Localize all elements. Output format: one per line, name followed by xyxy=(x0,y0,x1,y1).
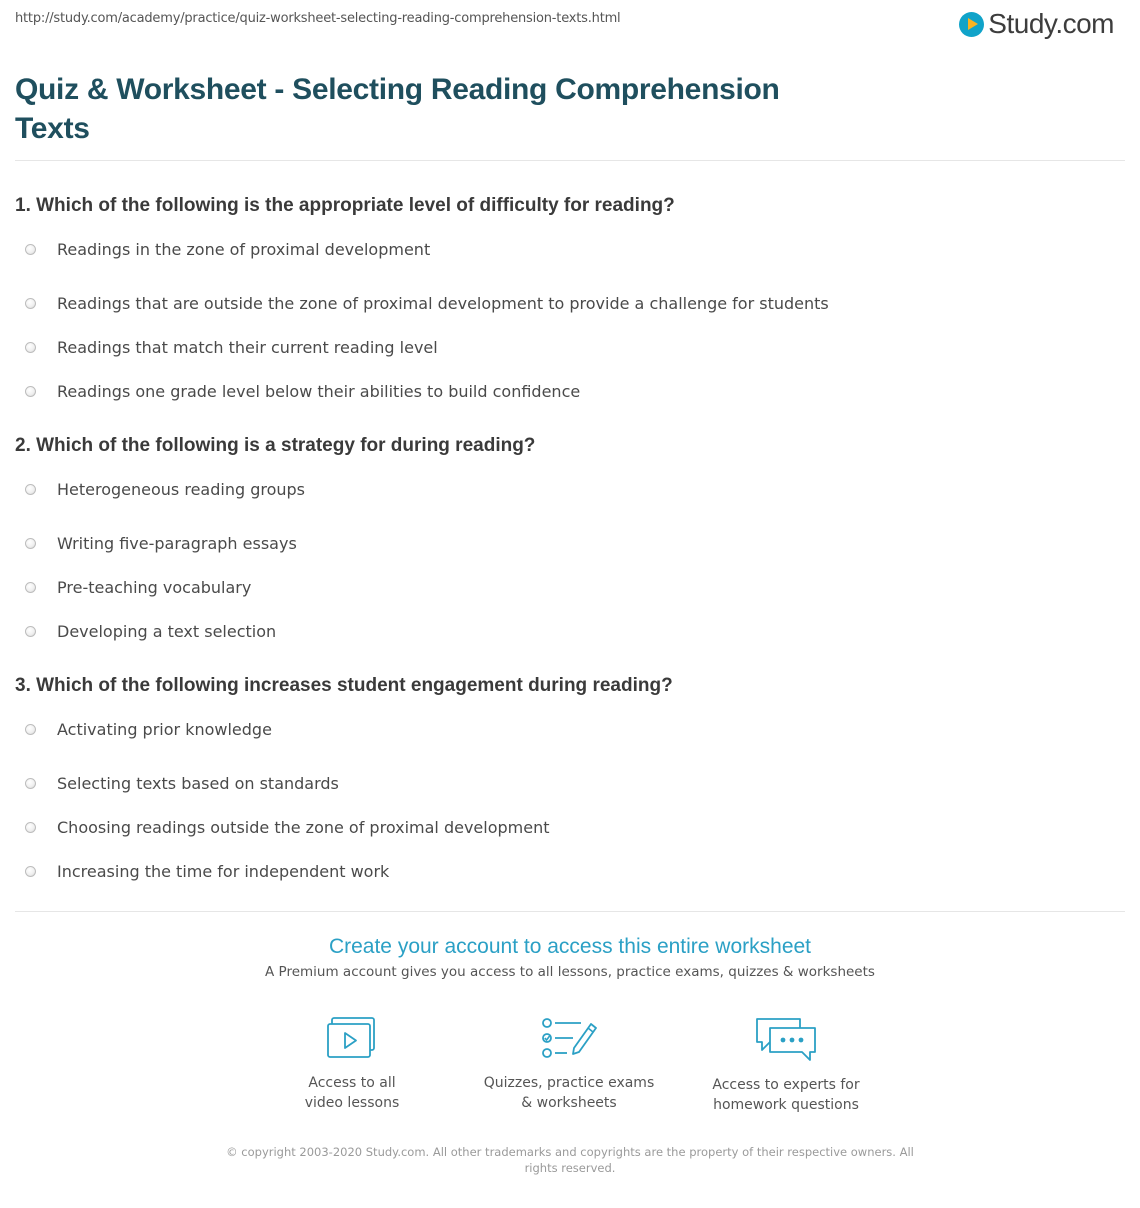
play-logo-icon xyxy=(959,12,984,37)
radio-button-icon[interactable] xyxy=(25,298,36,309)
cta-divider xyxy=(15,911,1125,912)
answer-label: Readings that are outside the zone of proximal development to provide a challenge for students xyxy=(57,293,829,313)
answer-option[interactable] xyxy=(15,849,1115,893)
answer-label: Pre-teaching vocabulary xyxy=(57,577,252,597)
answer-label: Readings one grade level below their abilities to build confidence xyxy=(57,381,581,401)
answer-options xyxy=(15,717,1115,893)
video-lessons-icon xyxy=(326,1016,378,1060)
question-1 xyxy=(15,194,1115,413)
answer-label: Increasing the time for independent work xyxy=(57,861,390,881)
answer-option[interactable] xyxy=(15,609,1115,653)
answer-option[interactable] xyxy=(15,717,1115,742)
answer-label: Selecting texts based on standards xyxy=(57,773,339,793)
answer-label: Writing five-paragraph essays xyxy=(57,533,297,553)
question-text: 3. Which of the following increases student engagement during reading? xyxy=(15,675,673,696)
feature-label: Quizzes, practice exams & worksheets xyxy=(483,1075,655,1111)
answer-label: Developing a text selection xyxy=(57,621,277,641)
feature-label: Access to experts for homework questions xyxy=(712,1077,860,1113)
cta-title[interactable]: Create your account to access this entire worksheet xyxy=(328,935,812,958)
answer-option[interactable] xyxy=(15,565,1115,609)
chat-bubbles-icon xyxy=(754,1016,818,1062)
radio-button-icon[interactable] xyxy=(25,484,36,495)
answer-option[interactable] xyxy=(15,281,1115,325)
quiz-checklist-icon xyxy=(541,1016,597,1060)
title-divider xyxy=(15,160,1125,161)
radio-button-icon[interactable] xyxy=(25,386,36,397)
radio-button-icon[interactable] xyxy=(25,822,36,833)
answer-option[interactable] xyxy=(15,761,1115,805)
cta-subtitle: A Premium account gives you access to all lessons, practice exams, quizzes & worksheets xyxy=(265,964,875,980)
answer-option[interactable] xyxy=(15,805,1115,849)
feature-quizzes xyxy=(469,1016,669,1113)
feature-video-lessons xyxy=(252,1016,452,1113)
question-text: 1. Which of the following is the appropriate level of difficulty for reading? xyxy=(15,195,675,216)
answer-label: Activating prior knowledge xyxy=(57,720,272,739)
radio-button-icon[interactable] xyxy=(25,724,36,735)
radio-button-icon[interactable] xyxy=(25,244,36,255)
feature-label: Access to all video lessons xyxy=(304,1075,400,1111)
answer-option[interactable] xyxy=(15,369,1115,413)
radio-button-icon[interactable] xyxy=(25,626,36,637)
answer-option[interactable] xyxy=(15,237,1115,262)
answer-label: Heterogeneous reading groups xyxy=(57,480,306,499)
study-logo[interactable] xyxy=(959,8,1114,40)
radio-button-icon[interactable] xyxy=(25,866,36,877)
answer-option[interactable] xyxy=(15,325,1115,369)
answer-option[interactable] xyxy=(15,477,1115,502)
radio-button-icon[interactable] xyxy=(25,538,36,549)
question-3 xyxy=(15,674,1115,893)
answer-options xyxy=(15,237,1115,413)
logo-text: Study.com xyxy=(988,8,1114,39)
page-title: Quiz & Worksheet - Selecting Reading Comprehension Texts xyxy=(15,73,780,145)
question-text: 2. Which of the following is a strategy for during reading? xyxy=(15,435,536,456)
question-2 xyxy=(15,434,1115,653)
answer-label: Choosing readings outside the zone of proximal development xyxy=(57,817,550,837)
answer-label: Readings in the zone of proximal development xyxy=(57,240,431,259)
feature-experts xyxy=(686,1016,886,1115)
radio-button-icon[interactable] xyxy=(25,582,36,593)
answer-option[interactable] xyxy=(15,521,1115,565)
page-url: http://study.com/academy/practice/quiz-worksheet-selecting-reading-comprehension-texts.html xyxy=(15,11,621,26)
radio-button-icon[interactable] xyxy=(25,778,36,789)
copyright-text: © copyright 2003-2020 Study.com. All other trademarks and copyrights are the property of their respective owners. All rights reserved. xyxy=(226,1145,914,1175)
answer-options xyxy=(15,477,1115,653)
radio-button-icon[interactable] xyxy=(25,342,36,353)
answer-label: Readings that match their current reading level xyxy=(57,337,438,357)
